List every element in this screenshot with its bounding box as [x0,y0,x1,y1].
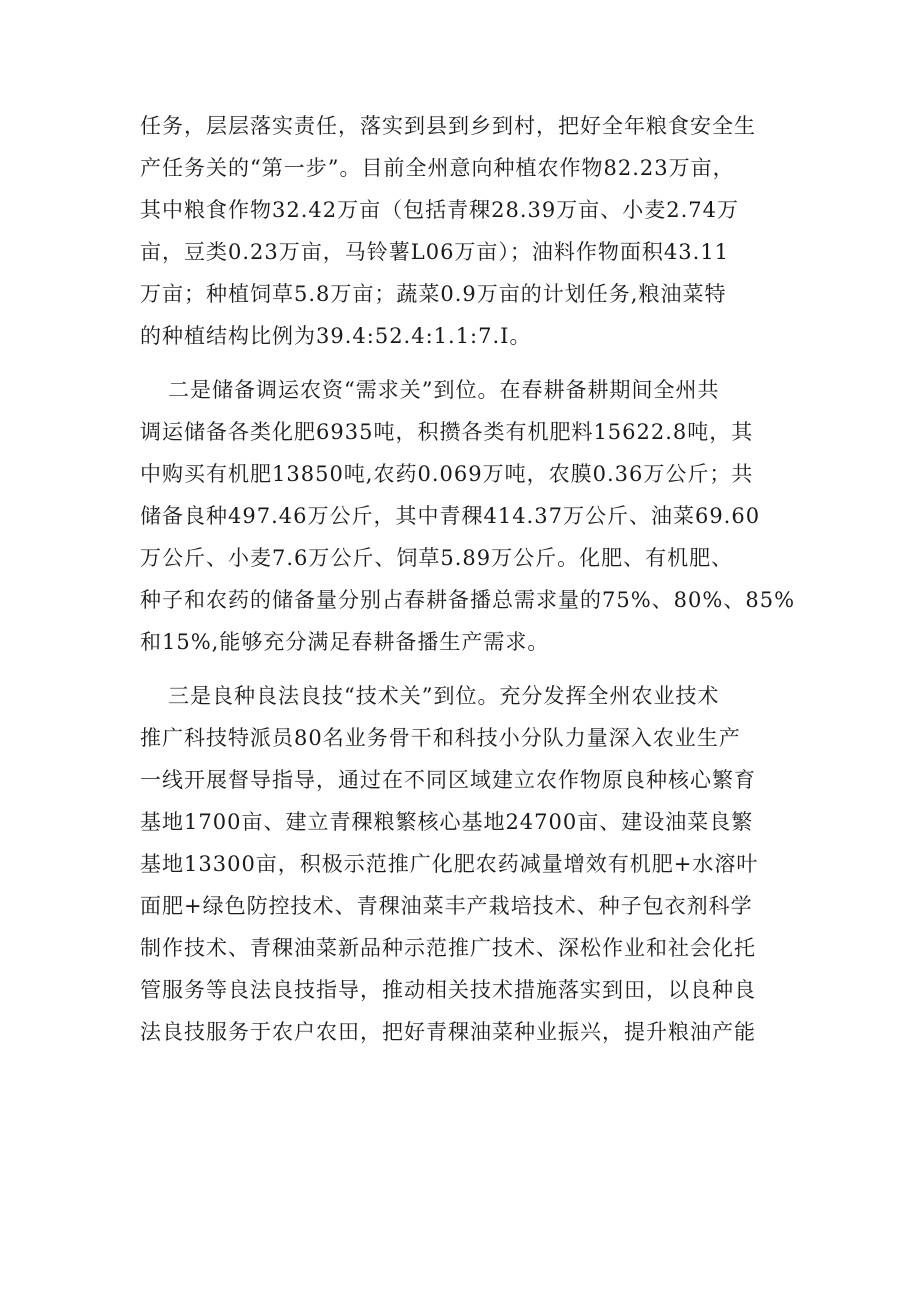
text-line: 推广科技特派员80名业务骨干和科技小分队力量深入农业生产 [140,726,741,750]
text-line: 种子和农药的储备量分别占春耕备播总需求量的75%、80%、85% [140,588,796,612]
text-line: 的种植结构比例为39.4:52.4:1.1:7.I。 [140,324,532,348]
text-line: 储备良种497.46万公斤，其中青稞414.37万公斤、油菜69.60 [140,504,761,528]
text-line: 万亩；种植饲草5.8万亩；蔬菜0.9万亩的计划任务,粮油菜特 [140,282,727,306]
text-line: 调运储备各类化肥6935吨，积攒各类有机肥料15622.8吨，其 [140,420,754,444]
text-line: 中购买有机肥13850吨,农药0.069万吨，农膜0.36万公斤；共 [140,462,754,486]
text-line: 其中粮食作物32.42万亩（包括青稞28.39万亩、小麦2.74万 [140,198,739,222]
text-line: 法良技服务于农户农田，把好青稞油菜种业振兴，提升粮油产能 [140,1020,756,1044]
text-line: 管服务等良法良技指导，推动相关技术措施落实到田，以良种良 [140,978,756,1002]
paragraph-planting-tasks [140,105,790,357]
paragraph-supply-reserve [140,369,796,663]
text-line: 制作技术、青稞油菜新品种示范推广技术、深松作业和社会化托 [140,936,756,960]
text-line: 二是储备调运农资“需求关”到位。在春耕备耕期间全州共 [168,378,720,402]
text-line: 任务，层层落实责任，落实到县到乡到村，把好全年粮食安全生 [140,114,756,138]
text-line: 基地1700亩、建立青稞粮繁核心基地24700亩、建设油菜良繁 [140,810,754,834]
text-line: 和15%,能够充分满足春耕备播生产需求。 [140,630,550,654]
text-line: 亩，豆类0.23万亩，马铃薯L06万亩）；油料作物面积43.11 [140,240,730,264]
text-line: 一线开展督导指导，通过在不同区域建立农作物原良种核心繁育 [140,768,756,792]
text-line: 基地13300亩，积极示范推广化肥农药减量增效有机肥+水溶叶 [140,852,759,876]
text-line: 万公斤、小麦7.6万公斤、饲草5.89万公斤。化肥、有机肥、 [140,546,734,570]
text-line: 三是良种良法良技“技术关”到位。充分发挥全州农业技术 [168,684,720,708]
text-line: 产任务关的“第一步”。目前全州意向种植农作物82.23万亩， [140,156,735,180]
document-page [140,105,796,1053]
text-line: 面肥+绿色防控技术、青稞油菜丰产栽培技术、种子包衣剂科学 [140,894,753,918]
paragraph-technology [140,675,790,1053]
